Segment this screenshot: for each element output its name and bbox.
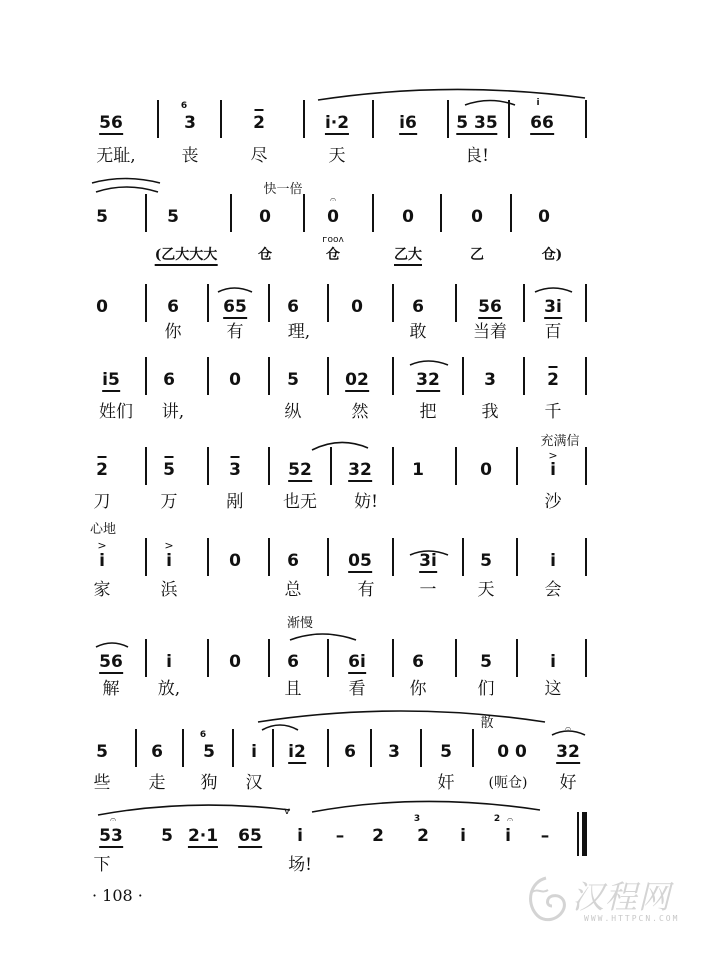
barline <box>516 538 518 576</box>
high-dash <box>98 456 107 458</box>
barline <box>145 194 147 232</box>
lyric: 无耻, <box>96 146 136 166</box>
lyric: 些 <box>93 773 111 793</box>
barline <box>577 812 579 856</box>
note-group: 32 <box>556 742 580 762</box>
barline <box>472 729 474 767</box>
lyric: 这 <box>544 679 562 699</box>
lyric: 也无 <box>283 492 317 512</box>
lyric: 一 <box>419 580 437 600</box>
note-group: 66 <box>530 113 554 133</box>
note: i <box>251 742 257 762</box>
barline <box>220 100 222 138</box>
lyric: 妨! <box>354 492 378 512</box>
barline <box>268 357 270 395</box>
lyric: 且 <box>284 679 302 699</box>
lyric: 你 <box>164 322 182 342</box>
lyric: 们 <box>477 679 495 699</box>
final-barline <box>582 812 587 856</box>
barline <box>327 729 329 767</box>
note-group: 3i <box>544 297 562 317</box>
barline <box>207 538 209 576</box>
note-extension: – <box>335 826 345 846</box>
barline <box>303 194 305 232</box>
lyric: 丧 <box>181 146 199 166</box>
lyric: 天 <box>477 580 495 600</box>
note: 6 <box>412 652 424 672</box>
barline <box>523 284 525 322</box>
lyric: 走 <box>148 773 166 793</box>
note-group: 56 <box>99 652 123 672</box>
fermata-icon: 𝄐 <box>109 813 117 826</box>
barline <box>516 447 518 485</box>
accent-icon: > <box>164 539 174 552</box>
fermata-icon: 𝄐 <box>564 722 572 735</box>
barline <box>508 100 510 138</box>
barline <box>585 100 587 138</box>
lyric: 汉 <box>245 773 263 793</box>
lyric: 浜 <box>160 580 178 600</box>
barline <box>145 639 147 677</box>
watermark <box>520 868 695 934</box>
note-group: i6 <box>399 113 417 133</box>
percussion-mark: ᴦooᴧ <box>322 235 344 245</box>
lyric: 然 <box>351 402 369 422</box>
barline <box>268 538 270 576</box>
note: 0 <box>96 297 108 317</box>
barline <box>370 729 372 767</box>
note: 2 <box>417 826 429 846</box>
note-group: 32 <box>416 370 440 390</box>
fermata-icon: 𝄐 <box>329 193 337 206</box>
note: 0 <box>327 207 339 227</box>
barline <box>510 194 512 232</box>
barline <box>462 538 464 576</box>
percussion-syllables: 仓 <box>258 247 272 263</box>
note-group: 56 <box>99 113 123 133</box>
note-rest: 0 0 <box>497 742 527 762</box>
barline <box>447 100 449 138</box>
barline <box>303 100 305 138</box>
barline <box>145 538 147 576</box>
note: 0 <box>229 551 241 571</box>
note: 2 <box>372 826 384 846</box>
lyric: 天 <box>328 146 346 166</box>
note: 6 <box>163 370 175 390</box>
barline <box>392 447 394 485</box>
lyric: 百 <box>544 322 562 342</box>
lyric: 剐 <box>226 492 244 512</box>
note: 0 <box>402 207 414 227</box>
watermark-text: 汉程网 <box>572 878 672 916</box>
note-group: 6i <box>348 652 366 672</box>
percussion-syllables: 仓) <box>541 247 563 263</box>
lyric: 沙 <box>544 492 562 512</box>
note: i <box>99 551 105 571</box>
barline <box>585 284 587 322</box>
lyric: 讲, <box>161 402 185 422</box>
note: i <box>166 652 172 672</box>
lyric: 有 <box>357 580 375 600</box>
barline <box>232 729 234 767</box>
lyric: 场! <box>288 855 312 875</box>
watermark-logo-icon <box>520 870 572 930</box>
note: i <box>550 652 556 672</box>
barline <box>516 639 518 677</box>
barline <box>207 639 209 677</box>
barline <box>455 284 457 322</box>
note: 5 <box>96 742 108 762</box>
lyric: 家 <box>93 580 111 600</box>
barline <box>145 284 147 322</box>
note: 6 <box>287 297 299 317</box>
note: 0 <box>229 370 241 390</box>
barline <box>585 639 587 677</box>
lyric: 尽 <box>250 146 268 166</box>
note: i <box>460 826 466 846</box>
barline <box>440 194 442 232</box>
barline <box>182 729 184 767</box>
lyric-percussion: (呃仓) <box>488 775 528 791</box>
barline <box>420 729 422 767</box>
note: 5 <box>161 826 173 846</box>
note: 5 <box>480 551 492 571</box>
barline <box>268 639 270 677</box>
percussion-syllables: 乙大 <box>394 246 422 266</box>
note: 5 <box>480 652 492 672</box>
grace-note: i <box>536 98 540 108</box>
barline <box>145 447 147 485</box>
barline <box>230 194 232 232</box>
barline <box>327 284 329 322</box>
lyric: 看 <box>348 679 366 699</box>
barline <box>585 538 587 576</box>
note: 0 <box>471 207 483 227</box>
lyric: 千 <box>544 402 562 422</box>
barline <box>392 284 394 322</box>
lyric: 放, <box>157 679 181 699</box>
breath-mark-icon: v <box>284 806 290 817</box>
note: 5 <box>96 207 108 227</box>
note: i <box>505 826 511 846</box>
tempo-direction: 快一倍 <box>263 182 303 197</box>
lyric: 解 <box>102 679 120 699</box>
lyric: 总 <box>284 580 302 600</box>
accent-icon: > <box>548 449 558 462</box>
grace-note: 6 <box>180 101 188 111</box>
note: 5 <box>287 370 299 390</box>
accent-icon: > <box>97 539 107 552</box>
lyric: 万 <box>160 492 178 512</box>
note: 2 <box>547 370 559 390</box>
note: 3 <box>388 742 400 762</box>
note-group: 2·1 <box>187 826 219 846</box>
lyric: 良! <box>465 146 489 166</box>
barline <box>157 100 159 138</box>
fermata-icon: 𝄐 <box>506 813 514 826</box>
note-group: 65 <box>238 826 262 846</box>
expression-direction: 心地 <box>90 522 117 537</box>
note: 3 <box>184 113 196 133</box>
lyric: 你 <box>409 679 427 699</box>
grace-note: 6 <box>199 730 207 740</box>
percussion-syllables: 乙 <box>470 247 484 263</box>
barline <box>268 284 270 322</box>
barline <box>207 284 209 322</box>
lyric: 奸 <box>437 773 455 793</box>
lyric: 我 <box>481 402 499 422</box>
note-extension: – <box>540 826 550 846</box>
note-group: 53 <box>99 826 123 846</box>
lyric: 下 <box>93 855 111 875</box>
barline <box>327 639 329 677</box>
grace-note: 3 <box>413 814 421 824</box>
note: 6 <box>412 297 424 317</box>
barline <box>207 447 209 485</box>
note: 3 <box>229 460 241 480</box>
note: 5 <box>163 460 175 480</box>
note: 5 <box>440 742 452 762</box>
note: 5 <box>203 742 215 762</box>
note: 0 <box>259 207 271 227</box>
note: i <box>166 551 172 571</box>
note-group: i5 <box>102 370 120 390</box>
note: 2 <box>253 113 265 133</box>
note: 0 <box>538 207 550 227</box>
lyric: 会 <box>544 580 562 600</box>
barline <box>455 639 457 677</box>
expression-direction: 充满信 <box>540 434 580 449</box>
barline <box>392 538 394 576</box>
barline <box>268 447 270 485</box>
lyric: 好 <box>559 773 577 793</box>
note: 6 <box>167 297 179 317</box>
barline <box>523 357 525 395</box>
high-dash <box>255 109 264 111</box>
barline <box>392 357 394 395</box>
high-dash <box>165 456 174 458</box>
watermark-url: WWW.HTTPCN.COM <box>584 914 680 923</box>
percussion-syllables: (乙大大大 <box>155 246 218 266</box>
barline <box>455 447 457 485</box>
lyric: 理, <box>287 322 311 342</box>
lyric: 有 <box>226 322 244 342</box>
note-group: 65 <box>223 297 247 317</box>
note: 6 <box>344 742 356 762</box>
note-group: 02 <box>345 370 369 390</box>
note: i <box>297 826 303 846</box>
barline <box>135 729 137 767</box>
note-group: 5 35 <box>456 113 498 133</box>
note: 5 <box>167 207 179 227</box>
note: 0 <box>480 460 492 480</box>
note: 6 <box>287 652 299 672</box>
high-dash <box>231 456 240 458</box>
lyric: 把 <box>419 402 437 422</box>
note-group: 52 <box>288 460 312 480</box>
barline <box>585 357 587 395</box>
note: 6 <box>287 551 299 571</box>
note: 0 <box>351 297 363 317</box>
note-group: 56 <box>478 297 502 317</box>
note: 3 <box>484 370 496 390</box>
barline <box>327 538 329 576</box>
barline <box>207 357 209 395</box>
barline <box>372 100 374 138</box>
note: i <box>550 460 556 480</box>
lyric: 刀 <box>93 492 111 512</box>
lyric: 狗 <box>200 773 218 793</box>
grace-note: 2 <box>493 814 501 824</box>
page-number: · 108 · <box>92 886 143 905</box>
lyric: 姓们 <box>99 402 133 422</box>
note: 6 <box>151 742 163 762</box>
barline <box>145 357 147 395</box>
note-group: 05 <box>348 551 372 571</box>
note-group: i·2 <box>324 113 350 133</box>
barline <box>327 357 329 395</box>
barline <box>272 729 274 767</box>
barline <box>392 639 394 677</box>
note: 2 <box>96 460 108 480</box>
barline <box>462 357 464 395</box>
note: 1 <box>412 460 424 480</box>
note-group: 3i <box>419 551 437 571</box>
tempo-direction: 渐慢 <box>286 616 314 631</box>
note-group: i2 <box>288 742 306 762</box>
lyric: 纵 <box>284 402 302 422</box>
barline <box>372 194 374 232</box>
note: i <box>550 551 556 571</box>
lyric: 当着 <box>473 322 507 342</box>
tempo-direction: 散 <box>480 716 494 731</box>
barline <box>585 447 587 485</box>
barline <box>330 447 332 485</box>
lyric: 敢 <box>409 322 427 342</box>
note-group: 32 <box>348 460 372 480</box>
percussion-syllables: 仓 <box>326 247 340 263</box>
high-dash <box>549 366 558 368</box>
note: 0 <box>229 652 241 672</box>
